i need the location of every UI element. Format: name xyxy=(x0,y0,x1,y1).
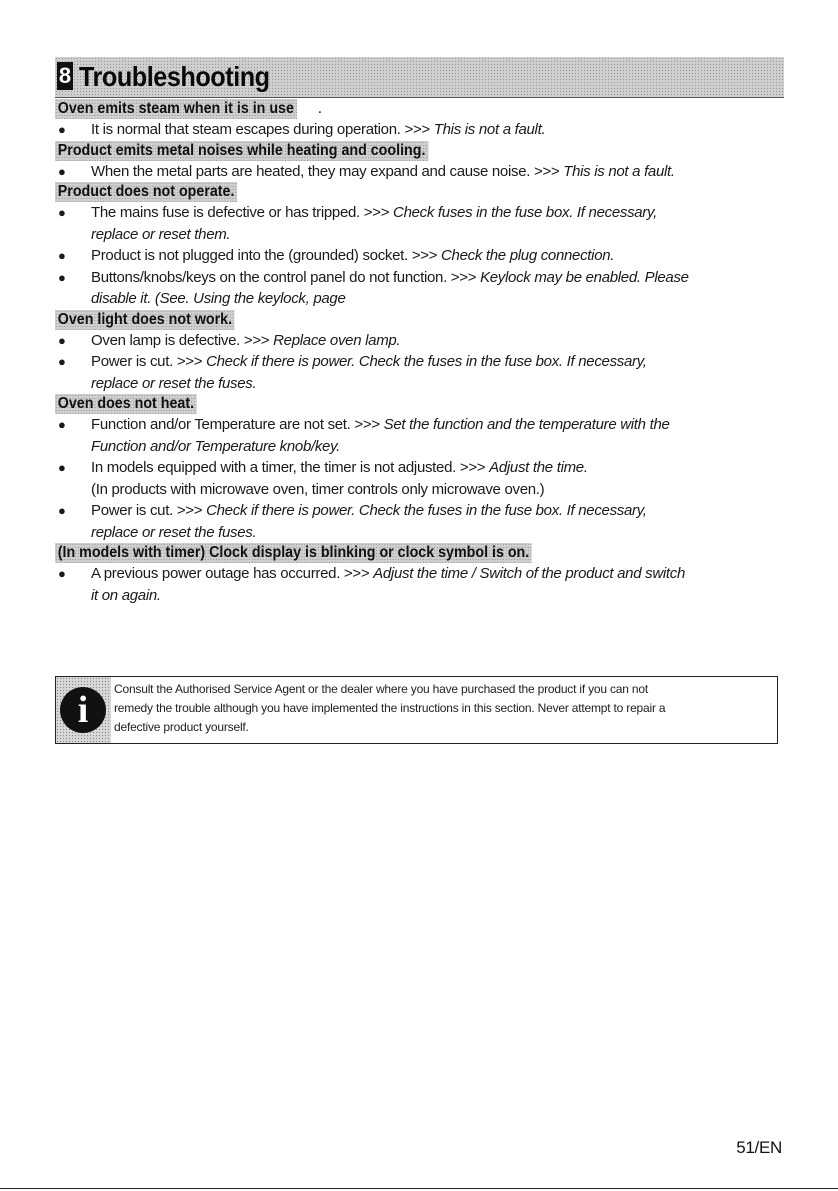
cause-text: Buttons/knobs/keys on the control panel do not function. >>> xyxy=(91,268,481,286)
solution-list xyxy=(55,563,785,606)
remedy-continuation: replace or reset them. xyxy=(91,225,231,243)
remedy-continuation: replace or reset the fuses. xyxy=(91,523,257,541)
remedy-continuation: disable it. (See. Using the keylock, page xyxy=(91,290,346,307)
solution-list xyxy=(55,414,785,543)
bullet-icon: ● xyxy=(58,460,66,475)
problem-section xyxy=(55,182,785,310)
remedy-text: This is not a fault. xyxy=(433,121,546,138)
bullet-icon: ● xyxy=(58,566,66,581)
cause-text: The mains fuse is defective or has tripped. >>> xyxy=(91,204,394,221)
bullet-icon: ● xyxy=(58,122,66,137)
problem-heading-row xyxy=(55,99,785,119)
bullet-icon: ● xyxy=(58,248,66,263)
remedy-text: Check fuses in the fuse box. If necessary, xyxy=(393,204,657,221)
list-item xyxy=(55,245,785,267)
problem-section xyxy=(55,394,785,543)
info-note-line: remedy the trouble although you have implemented the instructions in this section. Never attempt to repair a xyxy=(114,701,666,715)
note-continuation: (In products with microwave oven, timer controls only microwave oven.) xyxy=(91,480,545,498)
cause-text: Power is cut. >>> xyxy=(91,353,207,370)
page-number: 51/EN xyxy=(736,1138,782,1157)
info-note-text xyxy=(114,680,767,737)
problem-heading: Product does not operate. xyxy=(55,182,237,202)
problem-section xyxy=(55,141,785,183)
cause-text: Oven lamp is defective. >>> xyxy=(91,331,274,349)
remedy-continuation: Function and/or Temperature knob/key. xyxy=(91,437,341,455)
list-item xyxy=(55,500,785,543)
problem-section xyxy=(55,543,785,606)
troubleshooting-list xyxy=(55,99,785,606)
list-item xyxy=(55,119,785,141)
info-icon: i xyxy=(60,687,106,733)
list-item xyxy=(55,351,785,394)
cause-text: A previous power outage has occurred. >>> xyxy=(91,565,374,582)
problem-heading-row xyxy=(55,141,785,161)
remedy-text: This is not a fault. xyxy=(563,162,675,180)
problem-heading: Oven does not heat. xyxy=(55,394,197,414)
remedy-text: Set the function and the temperature with the xyxy=(383,416,670,433)
remedy-text: Replace oven lamp. xyxy=(273,331,401,349)
cause-text: It is normal that steam escapes during operation. >>> xyxy=(91,121,434,138)
solution-list xyxy=(55,119,785,141)
remedy-text: Check the plug connection. xyxy=(441,247,615,264)
list-item xyxy=(55,457,785,500)
bullet-icon: ● xyxy=(58,163,66,179)
problem-heading: (In models with timer) Clock display is blinking or clock symbol is on. xyxy=(55,543,532,563)
page-title: Troubleshooting xyxy=(79,61,270,92)
remedy-text: Adjust the time / Switch of the product and switch xyxy=(373,565,686,582)
info-icon-background xyxy=(56,677,111,743)
bullet-icon: ● xyxy=(58,205,66,220)
remedy-continuation: it on again. xyxy=(91,586,161,604)
info-note-line: Consult the Authorised Service Agent or the dealer where you have purchased the product if you can not xyxy=(114,682,648,696)
remedy-continuation: replace or reset the fuses. xyxy=(91,374,257,392)
remedy-text: Check if there is power. Check the fuses in the fuse box. If necessary, xyxy=(206,502,647,519)
chapter-number: 8 xyxy=(58,63,72,88)
problem-heading: Oven light does not work. xyxy=(55,310,235,330)
cause-text: In models equipped with a timer, the timer is not adjusted. >>> xyxy=(91,459,490,476)
info-note-box xyxy=(55,676,778,744)
list-item xyxy=(55,330,785,352)
solution-list xyxy=(55,161,785,183)
problem-heading: Product emits metal noises while heating and cooling. xyxy=(55,141,428,161)
bullet-icon: ● xyxy=(58,332,66,348)
bullet-icon: ● xyxy=(58,269,66,285)
remedy-text: Check if there is power. Check the fuses in the fuse box. If necessary, xyxy=(206,353,647,370)
problem-heading-row xyxy=(55,182,785,202)
bullet-icon: ● xyxy=(58,354,66,369)
list-item xyxy=(55,202,785,245)
problem-section xyxy=(55,310,785,395)
bullet-icon: ● xyxy=(58,503,66,518)
list-item xyxy=(55,161,785,183)
problem-heading-row xyxy=(55,310,785,330)
solution-list xyxy=(55,330,785,395)
list-item xyxy=(55,267,785,310)
cause-text: Product is not plugged into the (grounded) socket. >>> xyxy=(91,247,441,264)
heading-suffix: . xyxy=(317,100,323,117)
problem-heading-row xyxy=(55,543,785,563)
problem-section xyxy=(55,99,785,141)
problem-heading-row xyxy=(55,394,785,414)
info-note-line: defective product yourself. xyxy=(114,720,249,734)
remedy-text: Adjust the time. xyxy=(489,459,588,476)
list-item xyxy=(55,563,785,606)
remedy-text: Keylock may be enabled. Please xyxy=(480,268,689,286)
cause-text: When the metal parts are heated, they may expand and cause noise. >>> xyxy=(91,162,564,180)
problem-heading: Oven emits steam when it is in use xyxy=(55,99,297,119)
solution-list xyxy=(55,202,785,310)
cause-text: Power is cut. >>> xyxy=(91,502,207,519)
bullet-icon: ● xyxy=(58,417,66,432)
list-item xyxy=(55,414,785,457)
chapter-header xyxy=(55,57,784,98)
bottom-divider xyxy=(0,1188,838,1189)
cause-text: Function and/or Temperature are not set. >>> xyxy=(91,416,384,433)
